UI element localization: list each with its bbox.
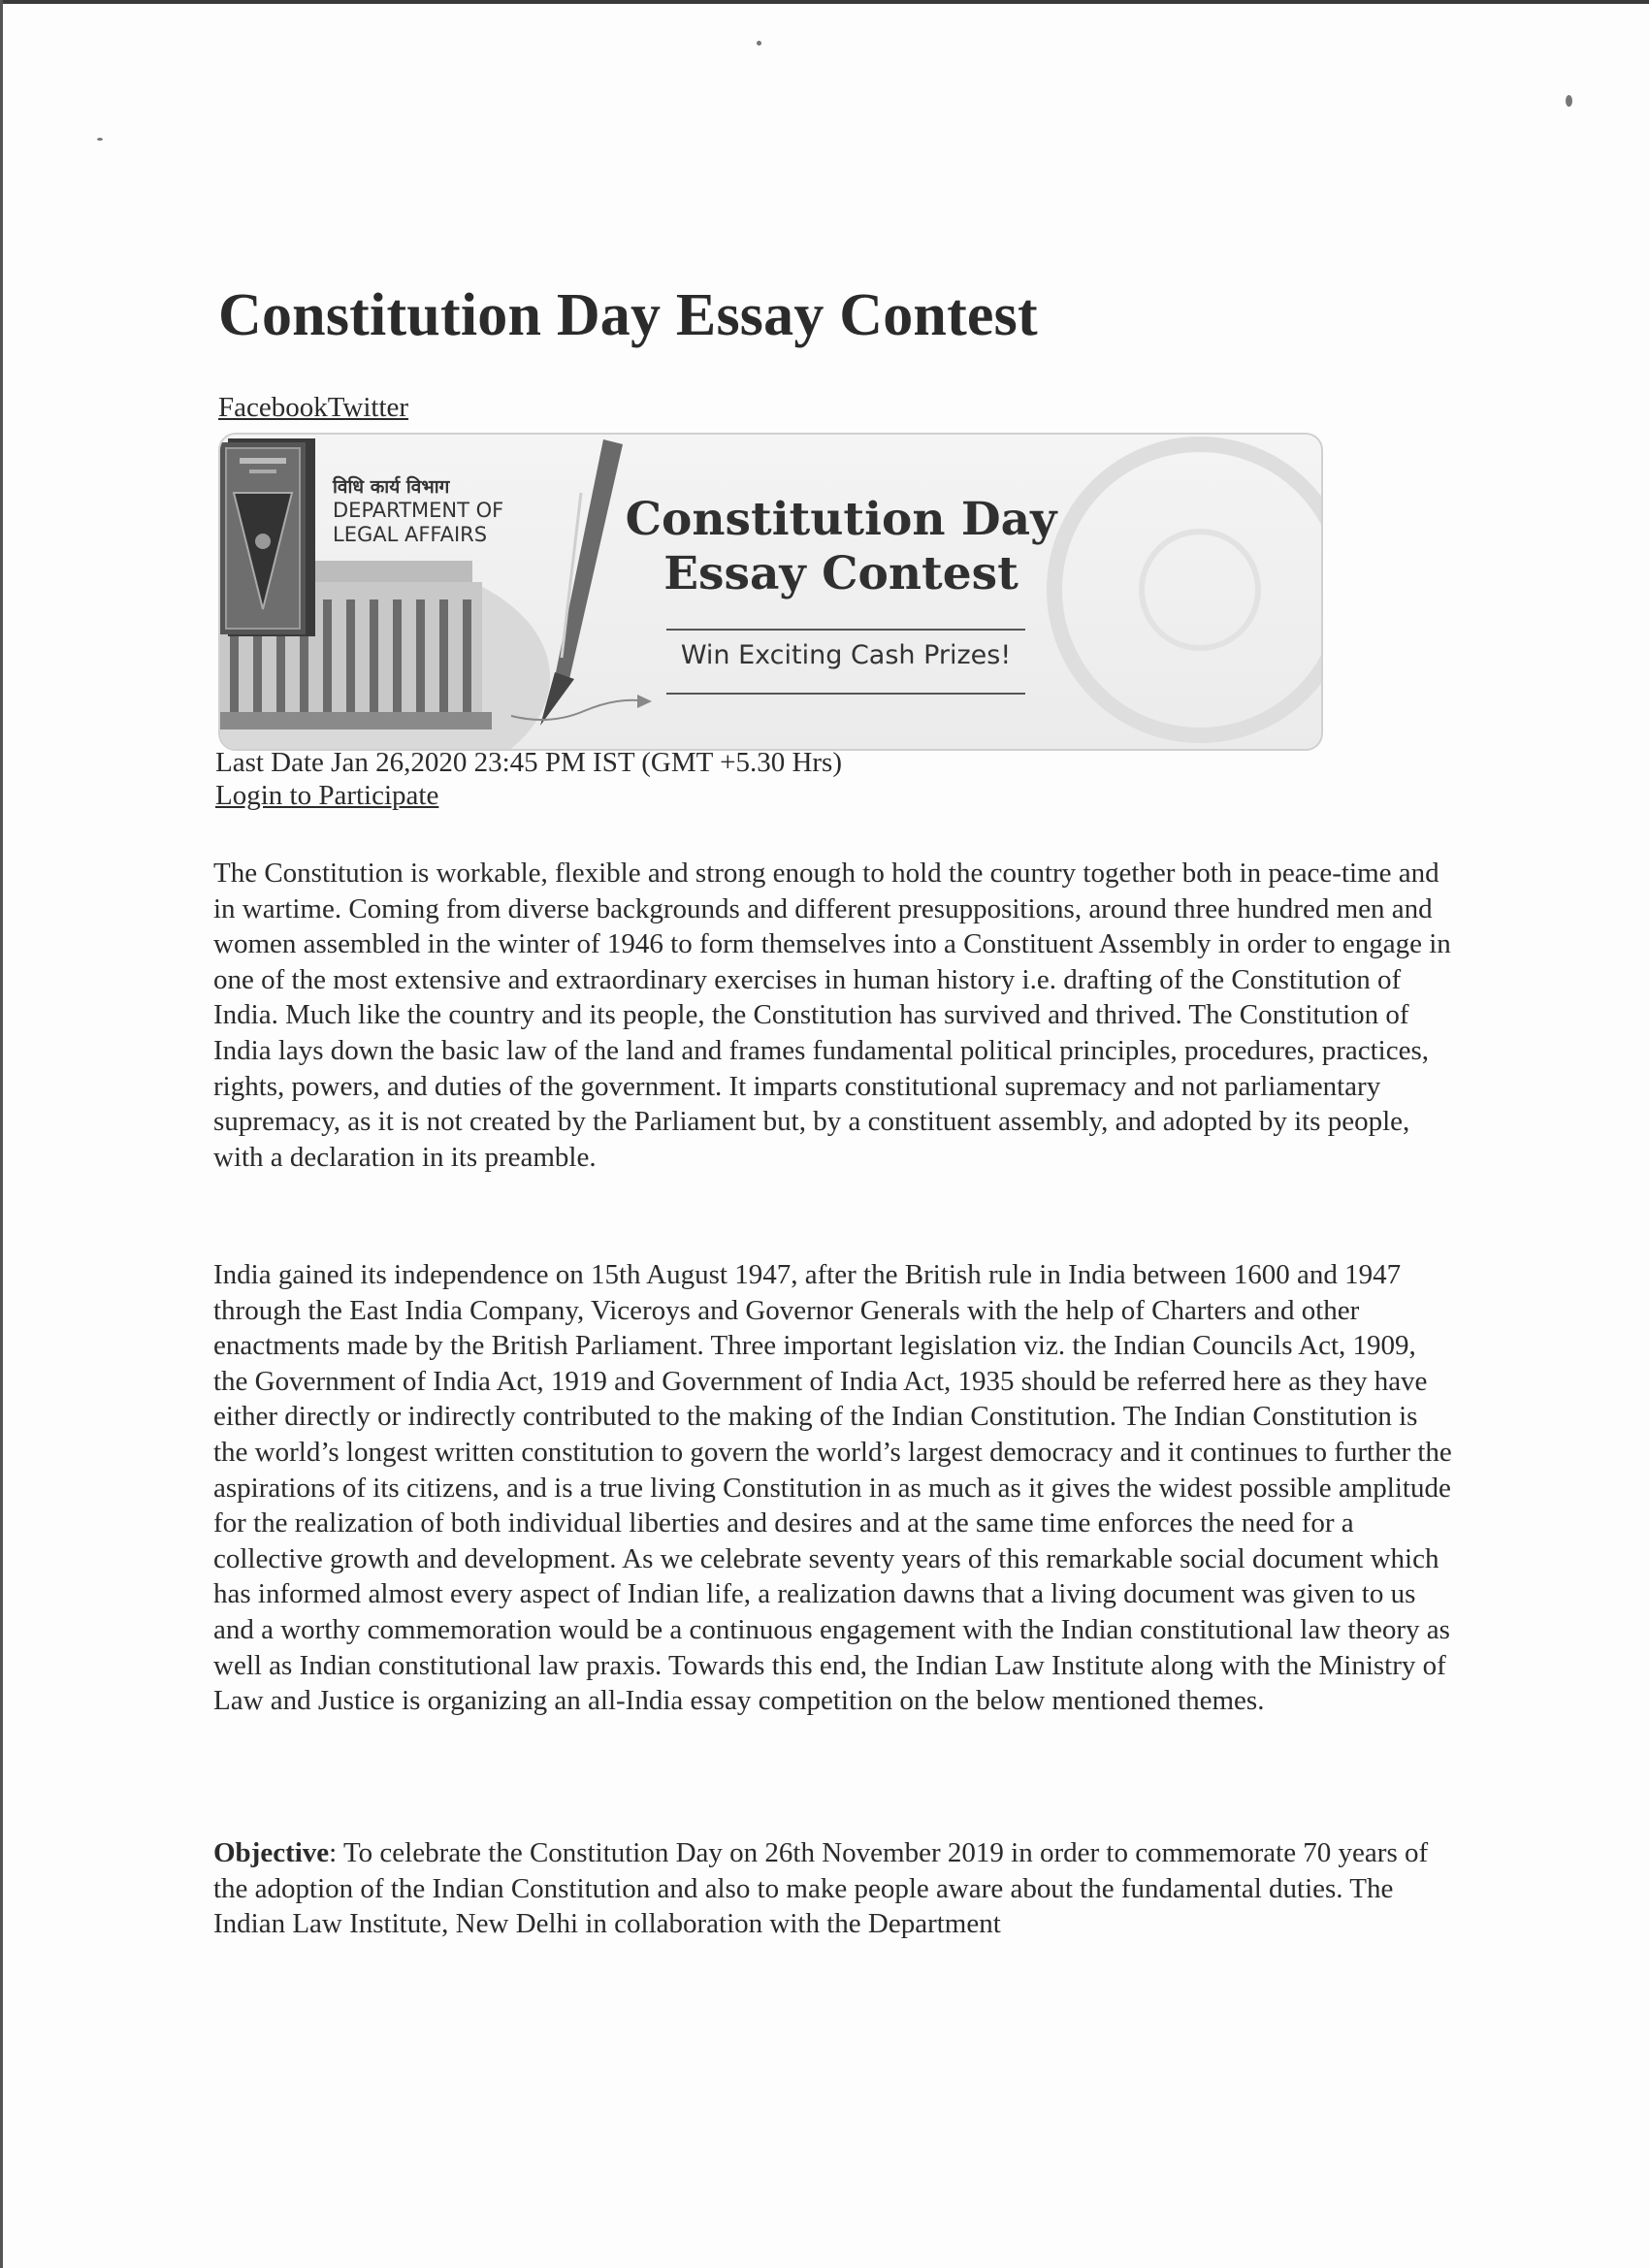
banner-divider [666, 629, 1025, 631]
banner-title-line-1: Constitution Day [625, 493, 1057, 546]
banner-divider [666, 693, 1025, 695]
page-title: Constitution Day Essay Contest [218, 282, 1038, 348]
banner-tagline: Win Exciting Cash Prizes! [680, 640, 1012, 670]
scan-speck [97, 138, 103, 141]
department-name-hindi: विधि कार्य विभाग [333, 476, 450, 498]
contest-banner [218, 433, 1323, 751]
paragraph-objective [213, 1835, 1455, 1942]
banner-title [608, 493, 1074, 601]
paragraph-intro: The Constitution is workable, flexible and strong enough to hold the country together both in peace-time and in wartime. Coming from diverse backgrounds and different presuppositions, around three hundred men and women assembled in the winter of 1946 to form themselves into a Constituent Assembly in order to engage in one of the most extensive and extraordinary exercises in human history i.e. drafting of the Constitution of India. Much like the country and its people, the Constitution has survived and thrived. The Constitution of India lays down the basic law of the land and frames fundamental political principles, procedures, practices, rights, powers, and duties of the government. It imparts constitutional supremacy and not parliamentary supremacy, as it is not created by the Parliament but, by a constituent assembly, and adopted by its people, with a declaration in its preamble. [213, 858, 1451, 1173]
scan-speck [1566, 95, 1572, 107]
scan-speck [757, 41, 761, 46]
objective-text: : To celebrate the Constitution Day on 26th November 2019 in order to commemorate 70 years of the adoption of the Indian Constitution and also to make people aware about the fundamental duties. The Indian Law Institute, New Delhi in collaboration with the Department [213, 1837, 1429, 1940]
department-name: DEPARTMENT OF LEGAL AFFAIRS [333, 499, 504, 546]
banner-title-line-2: Essay Contest [663, 547, 1018, 600]
paragraph-history: India gained its independence on 15th August 1947, after the British rule in India between 1600 and 1947 through the East India Company, Viceroys and Governor Generals with the help of Charters and other enactments made by the British Parliament. Three important legislation viz. the Indian Councils Act, 1909, the Government of India Act, 1919 and Government of India Act, 1935 should be referred here as they have either directly or indirectly contributed to the making of the Indian Constitution. The Indian Constitution is the world’s longest written constitution to govern the world’s largest democracy and it continues to further the aspirations of its citizens, and is a true living Constitution in as much as it gives the widest possible amplitude for the realization of both individual liberties and desires and at the same time enforces the need for a collective growth and development. As we celebrate seventy years of this remarkable social document which has informed almost every aspect of Indian life, a realization dawns that a living document was given to us and a worthy commemoration would be a continuous engagement with the Indian constitutional law theory as well as Indian constitutional law praxis. Towards this end, the Indian Law Institute along with the Ministry of Law and Justice is organizing an all-India essay competition on the below mentioned themes. [213, 1259, 1452, 1717]
scan-edge-top [0, 0, 1649, 4]
share-links[interactable]: FacebookTwitter [218, 392, 409, 423]
objective-label: Objective [213, 1837, 330, 1868]
constitution-book-icon [220, 435, 317, 638]
login-to-participate-link[interactable]: Login to Participate [215, 780, 439, 811]
deadline-text: Last Date Jan 26,2020 23:45 PM IST (GMT +5.30 Hrs) [215, 747, 843, 778]
scan-edge-left [0, 0, 3, 2268]
